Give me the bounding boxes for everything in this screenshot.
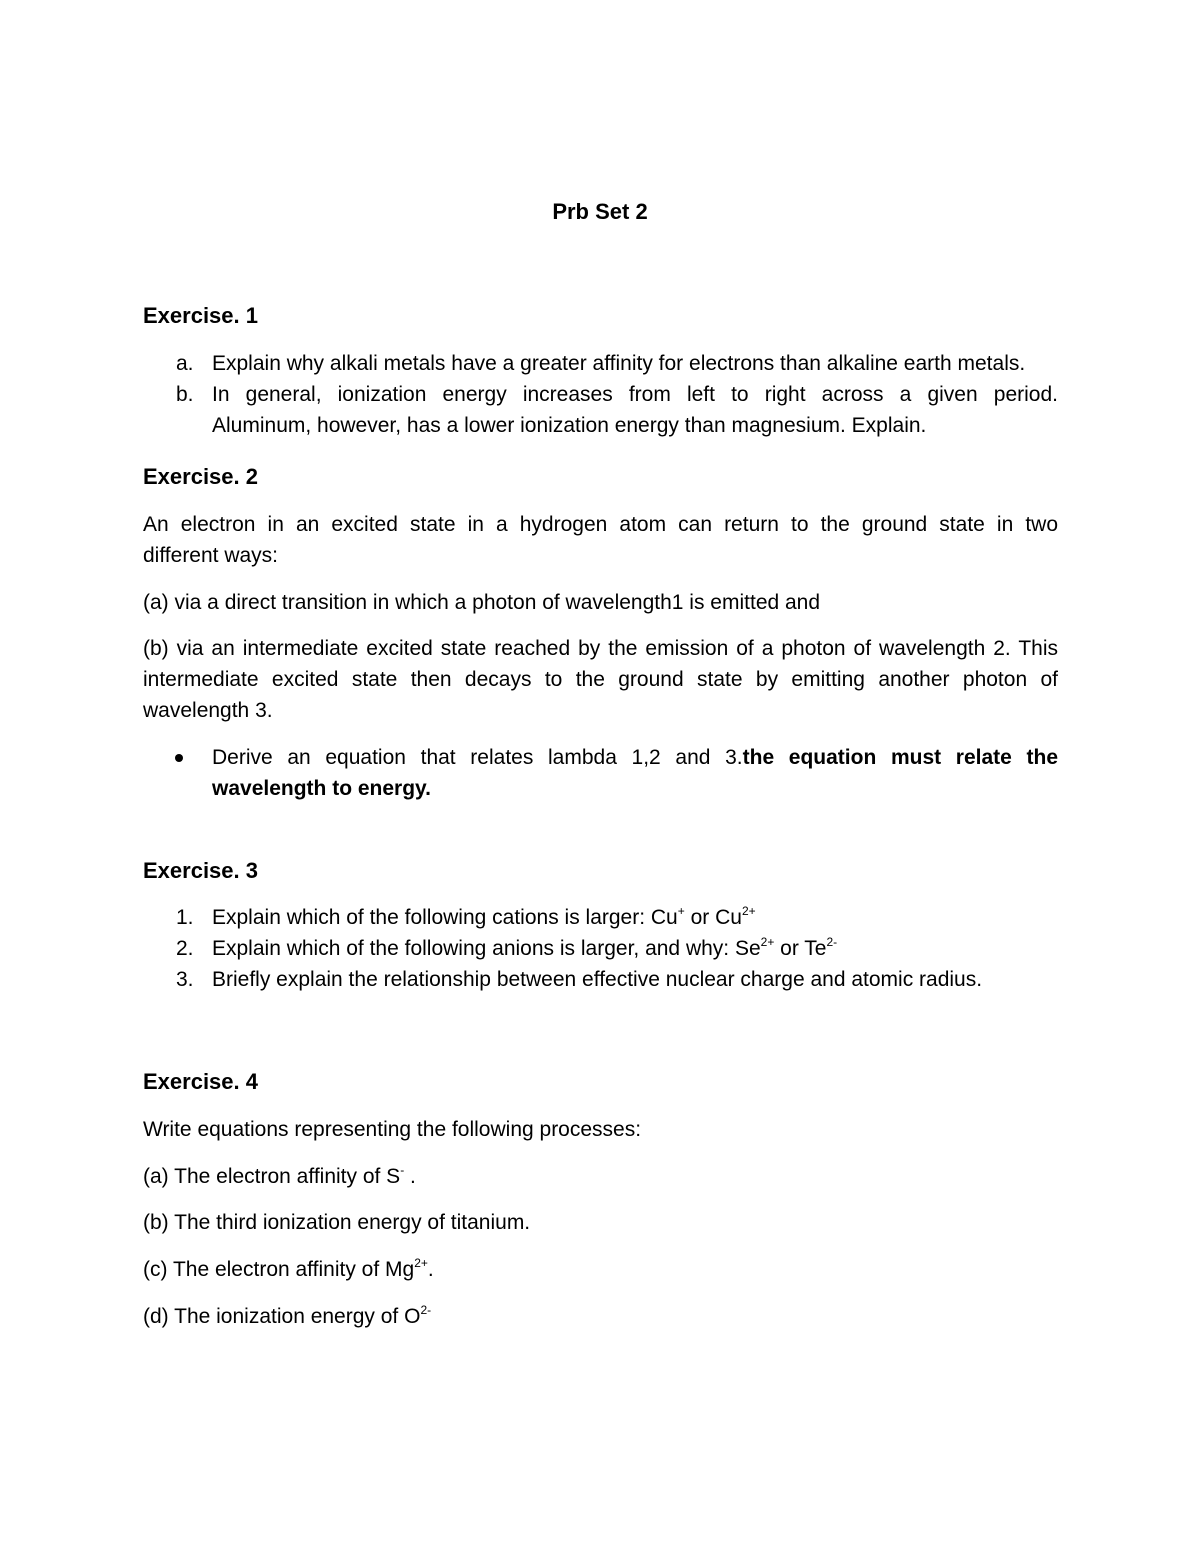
- list-marker-3: 3.: [176, 968, 194, 991]
- item-a-text: (a) The electron affinity of S: [143, 1165, 401, 1188]
- item-d-charge: 2-: [420, 1303, 432, 1317]
- exercise-2-item-a: (a) via a direct transition in which a photon of wavelength1 is emitted and: [143, 591, 821, 614]
- bullet-normal-text: Derive an equation that relates lambda 1,2 and 3.: [212, 746, 743, 769]
- exercise-2-item-b-line1: (b) via an intermediate excited state reached by the emission of a photon of wavelength 2. This: [143, 637, 1058, 660]
- exercise-2-intro-line1: An electron in an excited state in a hydrogen atom can return to the ground state in two: [143, 513, 1058, 536]
- item-c-text: (c) The electron affinity of Mg: [143, 1258, 415, 1281]
- item-1-charge-2: 2+: [741, 904, 756, 918]
- item-c-charge: 2+: [414, 1256, 428, 1270]
- list-marker-2: 2.: [176, 937, 194, 960]
- item-2-charge-1: 2+: [760, 935, 775, 949]
- exercise-4-intro: Write equations representing the following processes:: [143, 1118, 642, 1141]
- bullet-bold-text: the equation must relate the: [742, 746, 1058, 769]
- item-2-text: Explain which of the following anions is larger, and why: Se: [212, 937, 761, 960]
- exercise-1-item-a: Explain why alkali metals have a greater affinity for electrons than alkaline earth metals.: [212, 352, 1026, 375]
- list-marker-a: a.: [176, 352, 194, 375]
- item-2-charge-2: 2-: [826, 935, 838, 949]
- exercise-1-item-b-line2: Aluminum, however, has a lower ionization energy than magnesium. Explain.: [212, 414, 927, 437]
- item-1-mid: or Cu: [684, 906, 742, 929]
- bullet-icon: [175, 754, 183, 762]
- item-d-text: (d) The ionization energy of O: [143, 1305, 421, 1328]
- list-marker-1: 1.: [176, 906, 194, 929]
- exercise-4-item-a: [143, 1163, 416, 1191]
- page-title: Prb Set 2: [552, 199, 648, 224]
- exercise-1-heading: Exercise. 1: [143, 303, 258, 328]
- exercise-1-item-b-line1: In general, ionization energy increases from left to right across a given period.: [212, 383, 1058, 406]
- exercise-2-heading: Exercise. 2: [143, 464, 258, 489]
- exercise-4-heading: Exercise. 4: [143, 1069, 258, 1094]
- exercise-3-item-3: Briefly explain the relationship between effective nuclear charge and atomic radius.: [212, 968, 983, 991]
- exercise-3-item-2: [212, 935, 837, 963]
- item-2-mid: or Te: [774, 937, 827, 960]
- exercise-4-item-b: (b) The third ionization energy of titanium.: [143, 1211, 531, 1234]
- exercise-3-heading: Exercise. 3: [143, 858, 258, 883]
- exercise-2-item-b-line3: wavelength 3.: [143, 699, 273, 722]
- item-c-end: .: [427, 1258, 434, 1281]
- exercise-2-intro-line2: different ways:: [143, 544, 279, 567]
- item-1-text: Explain which of the following cations is larger: Cu: [212, 906, 678, 929]
- exercise-2-bullet-line2: wavelength to energy.: [212, 777, 431, 800]
- item-a-end: .: [404, 1165, 416, 1188]
- exercise-2-bullet-line1: [212, 744, 1058, 772]
- list-marker-b: b.: [176, 383, 194, 406]
- item-1-charge-1: +: [677, 904, 685, 918]
- exercise-2-item-b-line2: intermediate excited state then decays to the ground state by emitting another photon of: [143, 668, 1058, 691]
- item-a-charge: -: [400, 1163, 405, 1177]
- exercise-4-item-c: [143, 1256, 434, 1284]
- exercise-3-item-1: [212, 904, 756, 932]
- exercise-4-item-d: [143, 1303, 431, 1331]
